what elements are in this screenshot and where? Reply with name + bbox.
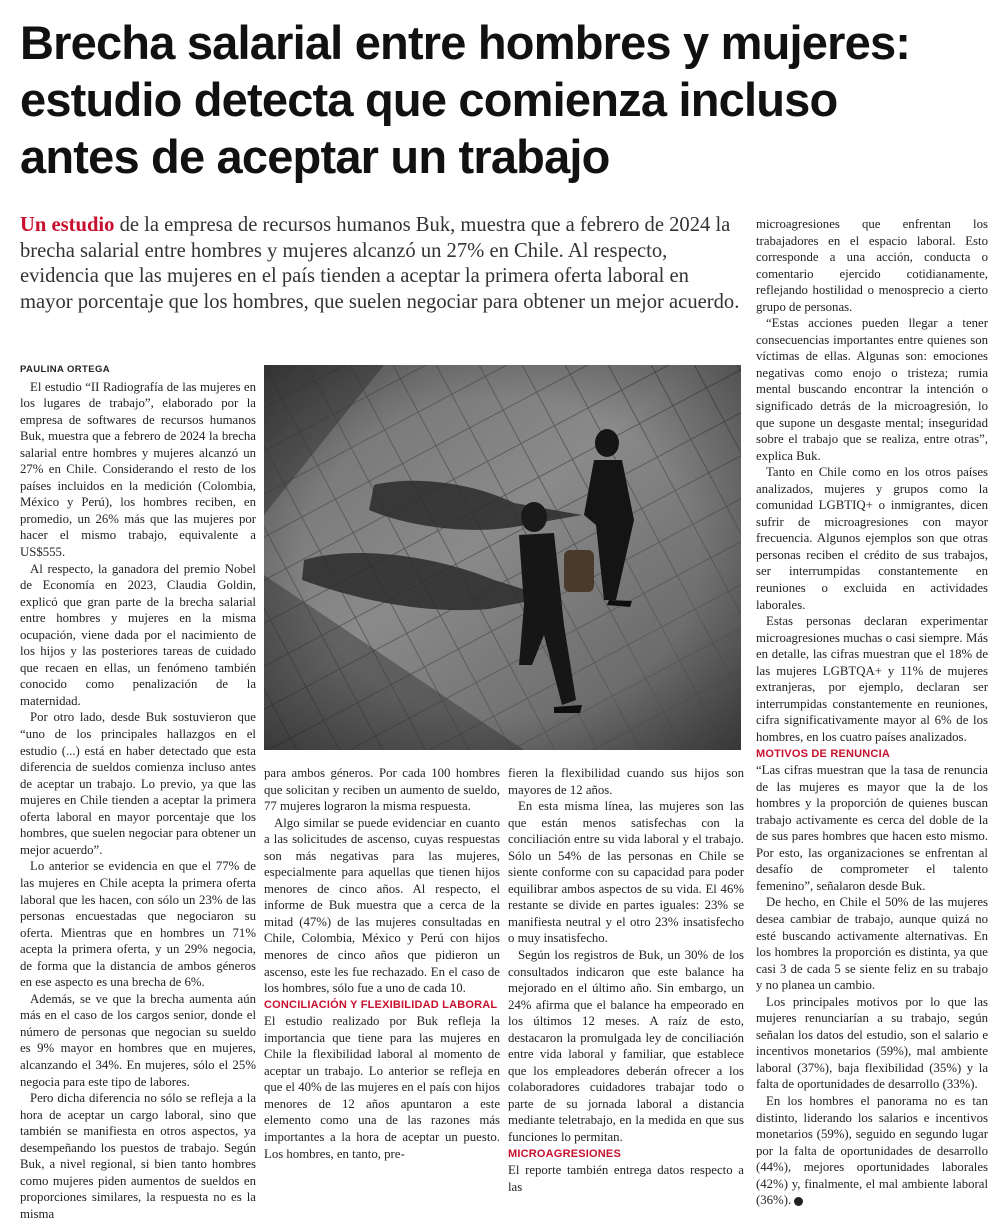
paragraph: fieren la flexibilidad cuando sus hijos son mayores de 12 años. [508, 766, 744, 797]
paragraph: para ambos géneros. Por cada 100 hombres que solicitan y reciben un aumento de sueldo, 77 mujeres lograron la misma respuesta. [264, 766, 500, 814]
paragraph: De hecho, en Chile el 50% de las mujeres desea cambiar de trabajo, aunque quizá no esté buscando activamente alternativas. En los hombres la proporción es distinta, ya que casi 3 de cada 5 se siente feliz en su trabajo y no planea un cambio. [756, 895, 988, 993]
article-lede [20, 213, 740, 315]
article-column-1 [20, 362, 256, 1222]
article-column-3 [508, 765, 744, 1195]
paragraph: “Estas acciones pueden llegar a tener consecuencias importantes entre quienes son víctimas de ellas. Algunas son: emociones negativas como enojo o tristeza; rumia mental buscando encontrar la intención o significado detrás de la microagresión, lo que supone un desgaste mental; inseguridad sobre el trabajo que se realiza, entre otras”, explica Buk. [756, 316, 988, 463]
end-of-article-icon [794, 1197, 803, 1206]
lede-lead-in: Un estudio [20, 214, 115, 236]
article-headline [20, 14, 980, 185]
headline-line: Brecha salarial entre hombres y mujeres: [20, 16, 911, 69]
paragraph: Según los registros de Buk, un 30% de los consultados indicaron que este balance ha mejorado en el último año. Sin embargo, un 24% afirma que el balance ha empeorado en los últimos 12 meses. A raíz de esto, destacaron la promulgada ley de conciliación entre vida laboral y familiar, que establece que los empleadores deberán ofrecer a los colaboradores cuidadores trabajar todo o parte de su jornada laboral a distancia mediante teletrabajo, en la medida en que sus funciones lo permitan. [508, 948, 744, 1145]
paragraph: Estas personas declaran experimentar microagresiones muchas o casi siempre. Más en detalle, las cifras muestran que el 18% de las mujeres LGBTQA+ y 11% de mujeres extranjeras, por ejemplo, declaran ser interrumpidas constantemente en reuniones, cifra significativamente mayor al 6% de los hombres, en los cuatro países analizados. [756, 614, 988, 744]
paragraph: En esta misma línea, las mujeres son las que están menos satisfechas con la conciliación entre su vida laboral y el trabajo. Sólo un 54% de las personas en Chile se siente conforme con su capacidad para poder equilibrar ambos aspectos de su vida. El 46% restante se divide en partes iguales: 23% se manifiesta neutral y el otro 23% insatisfecho o muy insatisfecho. [508, 799, 744, 946]
paragraph: Lo anterior se evidencia en que el 77% de las mujeres en Chile acepta la primera oferta laboral que les hacen, con sólo un 23% de las personas encuestadas que negociaron su oferta. Mientras que en hombres un 71% acepta la primera oferta, y un 29% negocia, de forma que la distancia de ambos géneros en ese aspecto es una brecha de 6%. [20, 859, 256, 990]
paragraph: El reporte también entrega datos respecto a las [508, 1163, 744, 1194]
paragraph: Por otro lado, desde Buk sostuvieron que “uno de los principales hallazgos en el estudio (...) está en haber detectado que esta diferencia de sueldos comienza incluso antes de aceptar un trabajo. Lo previo, ya que las mujeres en Chile tienden a aceptar la primera oferta laboral en mayor porcentaje que los hombres, que suelen negociar para obtener un mejor acuerdo”. [20, 710, 256, 857]
lede-text: de la empresa de recursos humanos Buk, muestra que a febrero de 2024 la brecha salarial entre hombres y mujeres alcanzó un 27% en Chile. Al respecto, evidencia que las mujeres en el país tienden a aceptar la primera oferta laboral en mayor porcentaje que los hombres, que suelen negociar para obtener un mejor acuerdo. [20, 214, 740, 313]
article-column-2 [264, 765, 500, 1162]
paragraph: Los principales motivos por lo que las mujeres renunciarían a su trabajo, según señalan los datos del estudio, son el salario e incentivos monetarios (59%), mal ambiente laboral (37%), baja flexibilidad (35%) y la falta de oportunidades de desarrollo (33%). [756, 994, 988, 1092]
paragraph-text: En los hombres el panorama no es tan distinto, liderando los salarios e incentivos monetarios (59%), seguido en segundo lugar por la falta de oportunidades de desarrollo (44%), mejores oportunidades laborales (42%) y, finalmente, el mal ambiente laboral (36%). [756, 1093, 988, 1208]
byline: PAULINA ORTEGA [20, 364, 111, 375]
paragraph: El estudio “II Radiografía de las mujeres en los lugares de trabajo”, elaborado por la empresa de softwares de recursos humanos Buk, muestra que a febrero de 2024 la brecha salarial entre hombres y mujeres alcanzó un 27% en Chile. Considerando el resto de los países incluidos en la medición (Colombia, México y Perú), los hombres reciben, en promedio, un 26% más que las mujeres por hacer el mismo trabajo, equivalente a US$555. [20, 379, 256, 560]
section-subhead: CONCILIACIÓN Y FLEXIBILIDAD LABORAL [264, 998, 498, 1011]
section-subhead: MICROAGRESIONES [508, 1147, 622, 1160]
headline-line: antes de aceptar un trabajo [20, 130, 610, 183]
headline-line: estudio detecta que comienza incluso [20, 73, 838, 126]
article-photo [264, 365, 741, 750]
paragraph: Al respecto, la ganadora del premio Nobel de Economía en 2023, Claudia Goldin, explicó que gran parte de la brecha salarial entre hombres y mujeres en la misma ocupación, viene dada por el nacimiento de los hijos y las posteriores tareas de cuidado que recaen en ellas, un fenómeno también conocido como penalización de la maternidad. [20, 561, 256, 708]
paragraph: El estudio realizado por Buk refleja la importancia que tiene para las mujeres en Chile la flexibilidad laboral al momento de aceptar un trabajo. Lo anterior se refleja en que el 40% de las mujeres en el país con hijos menores de 12 años apuntaron a este elemento como una de las razones más importantes a la hora de aceptar un puesto. Los hombres, en tanto, pre- [264, 1014, 500, 1161]
paragraph: Pero dicha diferencia no sólo se refleja a la hora de aceptar un cargo laboral, sino que también se manifiesta en otros aspectos, ya desempeñando los puestos de trabajo. Según Buk, a nivel regional, si bien tanto hombres como mujeres piden aumentos de sueldos en proporciones similares, la respuesta no es la misma [20, 1091, 256, 1221]
paragraph: Tanto en Chile como en los otros países analizados, mujeres y grupos como la comunidad LGBTIQ+ o inmigrantes, dicen sufrir de microagresiones con mayor frecuencia. Algunos ejemplos son que otras personas reciben el crédito de sus trabajos, ser interrumpidas constantemente en reuniones o excluida en actividades laborales. [756, 465, 988, 612]
paragraph: “Las cifras muestran que la tasa de renuncia de las mujeres es mayor que la de los hombres y la proporción de quienes buscan trabajo activamente es cerca del doble de la de sus pares hombres que hacen esto mismo. Por esto, las organizaciones se enfrentan al desafío de comprometer el talento femenino”, señalaron desde Buk. [756, 763, 988, 893]
paragraph: Además, se ve que la brecha aumenta aún más en el caso de los cargos senior, donde el número de personas que negocian su sueldo es 9% mayor en hombres que en mujeres, alcanzando el 34%. En mujeres, sólo el 25% negocia para este tipo de labores. [20, 991, 256, 1089]
paragraph [756, 1093, 988, 1209]
article-column-4 [756, 216, 988, 1209]
street-photo-image [264, 365, 741, 750]
paragraph: Algo similar se puede evidenciar en cuanto a las solicitudes de ascenso, cuyas respuestas son más negativas para las mujeres, especialmente para aquellas que tienen hijos menores de cinco años. Al respecto, el informe de Buk muestra que a cerca de la mitad (47%) de las mujeres consultadas en Chile, Colombia, México y Perú con hijos menores de cinco años que pidieron un ascenso, este les fue rechazado. En el caso de los hombres, sólo fue a uno de cada 10. [264, 815, 500, 996]
section-subhead: MOTIVOS DE RENUNCIA [756, 747, 890, 760]
paragraph: microagresiones que enfrentan los trabajadores en el espacio laboral. Esto corresponde a una acción, conducta o comentario ejercido cotidianamente, reflejando hostilidad o menosprecio a cierto grupo de personas. [756, 217, 988, 314]
